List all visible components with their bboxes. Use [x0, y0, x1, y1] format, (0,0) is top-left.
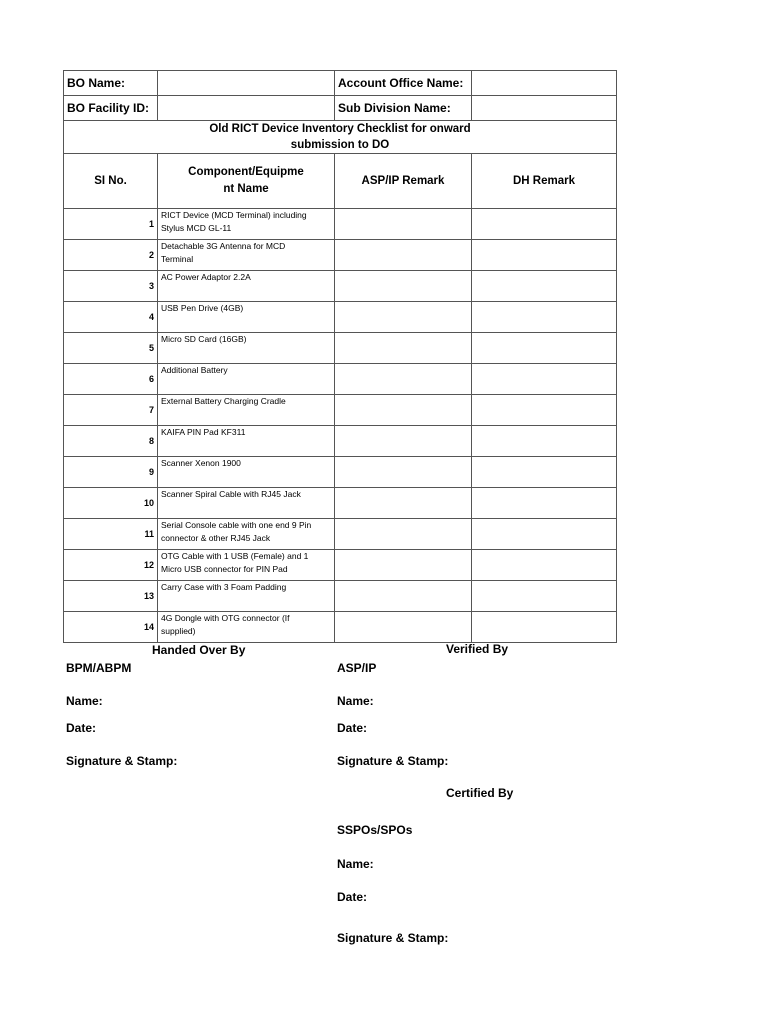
bo-facility-label: BO Facility ID: [64, 96, 158, 121]
item-component-name [158, 333, 335, 364]
asp-remark-cell[interactable] [335, 364, 472, 395]
sspo-name-label: Name: [337, 857, 374, 871]
handed-over-by-heading: Handed Over By [152, 643, 246, 657]
asp-signature-label: Signature & Stamp: [337, 754, 449, 768]
item-component-name [158, 364, 335, 395]
item-name-line-1: Detachable 3G Antenna for MCD [161, 241, 286, 251]
dh-remark-cell[interactable] [472, 581, 617, 612]
dh-remark-cell[interactable] [472, 426, 617, 457]
asp-remark-cell[interactable] [335, 240, 472, 271]
item-number: 2 [64, 240, 158, 271]
dh-remark-header: DH Remark [472, 154, 617, 209]
asp-remark-cell[interactable] [335, 426, 472, 457]
item-component-name [158, 581, 335, 612]
asp-remark-cell[interactable] [335, 488, 472, 519]
item-name-line-2: Stylus MCD GL-11 [161, 223, 232, 233]
table-row [64, 581, 617, 612]
item-component-name [158, 488, 335, 519]
dh-remark-cell[interactable] [472, 612, 617, 643]
checklist-title [64, 121, 617, 154]
asp-remark-cell[interactable] [335, 550, 472, 581]
item-name-line-1: Serial Console cable with one end 9 Pin [161, 520, 312, 530]
bo-facility-value[interactable] [158, 96, 335, 121]
item-number: 3 [64, 271, 158, 302]
item-name-line-1: AC Power Adaptor 2.2A [161, 272, 251, 282]
table-row [64, 550, 617, 581]
account-office-value[interactable] [472, 71, 617, 96]
item-name-line-1: USB Pen Drive (4GB) [161, 303, 244, 313]
inventory-checklist-table [63, 70, 617, 643]
component-header [158, 154, 335, 209]
sspo-date-label: Date: [337, 890, 368, 904]
dh-remark-cell[interactable] [472, 240, 617, 271]
table-row [64, 209, 617, 240]
dh-remark-cell[interactable] [472, 550, 617, 581]
component-header-line-1: Component/Equipme [188, 166, 304, 178]
dh-remark-cell[interactable] [472, 364, 617, 395]
sspo-signature-label: Signature & Stamp: [337, 931, 449, 945]
item-number: 1 [64, 209, 158, 240]
title-line-1: Old RICT Device Inventory Checklist for onward [209, 123, 471, 135]
asp-remark-cell[interactable] [335, 519, 472, 550]
asp-remark-cell[interactable] [335, 612, 472, 643]
bpm-signature-label: Signature & Stamp: [66, 754, 178, 768]
dh-remark-cell[interactable] [472, 302, 617, 333]
asp-remark-cell[interactable] [335, 395, 472, 426]
item-component-name [158, 240, 335, 271]
item-name-line-2: connector & other RJ45 Jack [161, 533, 271, 543]
certified-by-heading: Certified By [446, 786, 514, 800]
table-row [64, 364, 617, 395]
bpm-name-label: Name: [66, 694, 103, 708]
item-number: 6 [64, 364, 158, 395]
table-row [64, 488, 617, 519]
item-component-name [158, 457, 335, 488]
item-name-line-1: Additional Battery [161, 365, 228, 375]
item-component-name [158, 612, 335, 643]
title-line-2: submission to DO [290, 139, 390, 151]
item-component-name [158, 271, 335, 302]
item-component-name [158, 395, 335, 426]
table-row [64, 426, 617, 457]
item-number: 7 [64, 395, 158, 426]
item-name-line-2: Micro USB connector for PIN Pad [161, 564, 288, 574]
dh-remark-cell[interactable] [472, 488, 617, 519]
bo-name-label: BO Name: [64, 71, 158, 96]
item-number: 8 [64, 426, 158, 457]
dh-remark-cell[interactable] [472, 271, 617, 302]
asp-date-label: Date: [337, 721, 368, 735]
account-office-label: Account Office Name: [335, 71, 472, 96]
item-component-name [158, 209, 335, 240]
table-row [64, 612, 617, 643]
item-component-name [158, 550, 335, 581]
item-component-name [158, 302, 335, 333]
sl-no-header: SI No. [64, 154, 158, 209]
asp-remark-header: ASP/IP Remark [335, 154, 472, 209]
item-number: 5 [64, 333, 158, 364]
asp-remark-cell[interactable] [335, 581, 472, 612]
table-row [64, 457, 617, 488]
item-name-line-1: OTG Cable with 1 USB (Female) and 1 [161, 551, 309, 561]
sub-division-value[interactable] [472, 96, 617, 121]
table-row [64, 240, 617, 271]
sspo-label: SSPOs/SPOs [337, 823, 413, 837]
item-rows [64, 209, 617, 643]
dh-remark-cell[interactable] [472, 333, 617, 364]
asp-ip-label: ASP/IP [337, 661, 377, 675]
bo-name-value[interactable] [158, 71, 335, 96]
item-component-name [158, 426, 335, 457]
item-component-name [158, 519, 335, 550]
table-row [64, 395, 617, 426]
table-row [64, 271, 617, 302]
dh-remark-cell[interactable] [472, 457, 617, 488]
item-name-line-1: RICT Device (MCD Terminal) including [161, 210, 307, 220]
item-name-line-1: Scanner Xenon 1900 [161, 458, 241, 468]
item-name-line-1: Micro SD Card (16GB) [161, 334, 247, 344]
verified-by-heading: Verified By [446, 642, 509, 656]
item-number: 4 [64, 302, 158, 333]
item-number: 13 [64, 581, 158, 612]
item-name-line-2: supplied) [161, 626, 196, 636]
item-number: 11 [64, 519, 158, 550]
item-number: 12 [64, 550, 158, 581]
item-number: 10 [64, 488, 158, 519]
item-name-line-1: KAIFA PIN Pad KF311 [161, 427, 246, 437]
table-row [64, 519, 617, 550]
item-name-line-2: Terminal [161, 254, 194, 264]
item-name-line-1: Carry Case with 3 Foam Padding [161, 582, 287, 592]
item-number: 14 [64, 612, 158, 643]
dh-remark-cell[interactable] [472, 519, 617, 550]
bpm-date-label: Date: [66, 721, 97, 735]
asp-remark-cell[interactable] [335, 302, 472, 333]
sub-division-label: Sub Division Name: [335, 96, 472, 121]
bpm-label: BPM/ABPM [66, 661, 132, 675]
asp-remark-cell[interactable] [335, 209, 472, 240]
item-name-line-1: External Battery Charging Cradle [161, 396, 286, 406]
asp-name-label: Name: [337, 694, 374, 708]
asp-remark-cell[interactable] [335, 271, 472, 302]
item-name-line-1: 4G Dongle with OTG connector (If [161, 613, 290, 623]
table-row [64, 302, 617, 333]
item-name-line-1: Scanner Spiral Cable with RJ45 Jack [161, 489, 301, 499]
component-header-line-2: nt Name [223, 183, 269, 195]
table-row [64, 333, 617, 364]
item-number: 9 [64, 457, 158, 488]
asp-remark-cell[interactable] [335, 333, 472, 364]
dh-remark-cell[interactable] [472, 395, 617, 426]
dh-remark-cell[interactable] [472, 209, 617, 240]
asp-remark-cell[interactable] [335, 457, 472, 488]
